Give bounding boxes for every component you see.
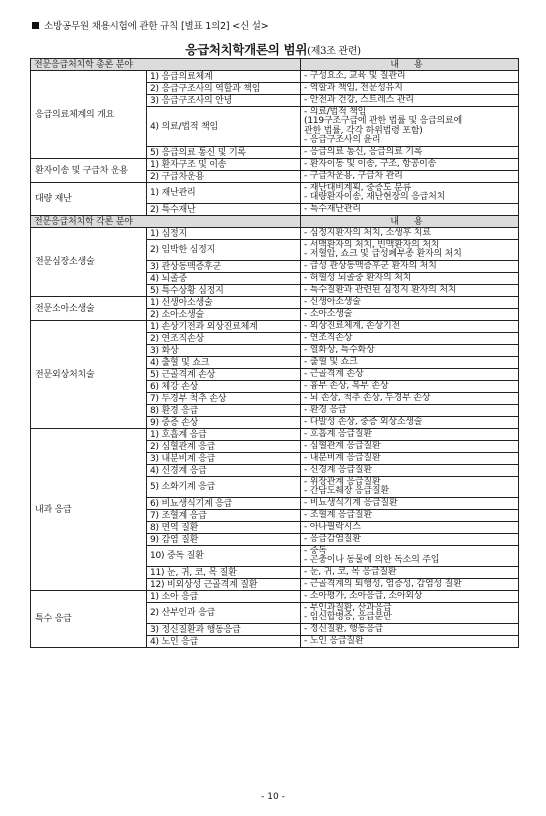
- content-cell: [301, 273, 519, 285]
- topic-cell: 6) 비뇨생식기계 응급: [147, 498, 301, 510]
- content-line: - 위장관계 응급질환: [304, 476, 381, 487]
- content-cell: [301, 297, 519, 309]
- table-row: [31, 228, 519, 240]
- table-row: [31, 297, 519, 309]
- content-heading: 내 용: [301, 216, 519, 228]
- content-line: - 구급차운용, 구급차 관리: [304, 170, 403, 181]
- page-title: [0, 40, 546, 58]
- topic-cell: 1) 손상기전과 외상진료체계: [147, 321, 301, 333]
- content-line: - 소아평가, 소아응급, 소아외상: [304, 590, 423, 601]
- category-cell: 대량 재난: [31, 183, 147, 216]
- content-line: - 뇌 손상, 척추 손상, 두경부 손상: [304, 392, 431, 403]
- topic-cell: 5) 소화기계 응급: [147, 477, 301, 498]
- content-cell: [301, 321, 519, 333]
- content-line: - 소아소생술: [304, 308, 353, 319]
- content-line: - 근골격계 손상: [304, 368, 364, 379]
- content-cell: [301, 522, 519, 534]
- content-cell: [301, 498, 519, 510]
- content-line: - 대량환자이송, 재난현장의 응급처치: [304, 192, 446, 202]
- page-number: - 10 -: [261, 792, 285, 802]
- category-cell: 내과 응급: [31, 429, 147, 591]
- content-cell: [301, 228, 519, 240]
- topic-cell: 1) 응급의료체계: [147, 71, 301, 83]
- content-line: - 환자이동 및 이송, 구조, 항공이송: [304, 158, 437, 169]
- content-line: - 임신합병증, 응급분만: [304, 612, 392, 622]
- content-cell: [301, 591, 519, 603]
- topic-cell: 2) 소아소생술: [147, 309, 301, 321]
- content-cell: [301, 171, 519, 183]
- topic-cell: 2) 심혈관계 응급: [147, 441, 301, 453]
- content-line: - 안전과 건강, 스트레스 관리: [304, 94, 414, 105]
- content-cell: [301, 345, 519, 357]
- content-line: - 연조직손상: [304, 332, 353, 343]
- topic-cell: 2) 산부인과 응급: [147, 603, 301, 624]
- category-cell: 특수 응급: [31, 591, 147, 648]
- content-line: - 정신질환, 행동응급: [304, 623, 383, 634]
- content-line: - 심혈관계 응급질환: [304, 440, 381, 451]
- content-line: - 부인과질환, 산과응급: [304, 602, 392, 613]
- title-sub: (제3조 관련): [307, 46, 361, 57]
- header-text: 소방공무원 채용시험에 관한 규칙 [별표 1의2] <신 설>: [44, 21, 269, 32]
- content-cell: [301, 71, 519, 83]
- content-line: - 호흡계 응급질환: [304, 428, 372, 439]
- content-cell: [301, 567, 519, 579]
- content-line: - 출혈 및 쇼크: [304, 356, 358, 367]
- content-cell: [301, 83, 519, 95]
- section-header-row: [31, 59, 519, 71]
- content-line: - 응급구조사의 윤리: [304, 135, 381, 145]
- content-line: - 특수재난관리: [304, 203, 361, 214]
- topic-cell: 8) 환경 응급: [147, 405, 301, 417]
- content-line: - 신경계 응급질환: [304, 464, 372, 475]
- page-header: [32, 18, 269, 32]
- topic-cell: 7) 조혈계 응급: [147, 510, 301, 522]
- section-header-row: [31, 216, 519, 228]
- content-line: - 저혈압, 쇼크 및 급성폐부종 환자의 처치: [304, 249, 462, 259]
- topic-cell: 12) 비외상성 근골격계 질환: [147, 579, 301, 591]
- section-heading: 전문응급처치학 각론 분야: [31, 216, 301, 228]
- category-cell: 전문외상처치술: [31, 321, 147, 429]
- topic-cell: 1) 환자구조 및 이송: [147, 159, 301, 171]
- topic-cell: 3) 화상: [147, 345, 301, 357]
- content-cell: [301, 357, 519, 369]
- scope-table: [30, 58, 519, 648]
- content-line: 관한 법률, 각각 하위법령 포함): [304, 125, 423, 136]
- content-line: - 근골격계의 퇴행성, 염증성, 감염성 질환: [304, 578, 462, 589]
- category-cell: 환자이송 및 구급차 운용: [31, 159, 147, 183]
- content-cell: [301, 429, 519, 441]
- content-line: - 재난대비계획, 중증도 분류: [304, 182, 412, 193]
- topic-cell: 1) 재난관리: [147, 183, 301, 204]
- topic-cell: 5) 특수상황 심정지: [147, 285, 301, 297]
- topic-cell: 4) 의료/법적 책임: [147, 107, 301, 147]
- content-line: - 허혈성 뇌졸중 환자의 처치: [304, 272, 412, 283]
- content-cell: [301, 465, 519, 477]
- content-cell: [301, 285, 519, 297]
- title-main: 응급처치학개론의 범위: [185, 42, 308, 57]
- topic-cell: 5) 응급의료 통신 및 기록: [147, 147, 301, 159]
- content-cell: [301, 333, 519, 345]
- content-line: - 응급의료 통신, 응급의료 기록: [304, 146, 423, 157]
- content-cell: [301, 603, 519, 624]
- content-line: - 다발성 손상, 중증 외상소생술: [304, 416, 423, 427]
- topic-cell: 2) 구급차운용: [147, 171, 301, 183]
- content-line: - 구성요소, 교육 및 질관리: [304, 70, 406, 81]
- topic-cell: 3) 관상동맥증후군: [147, 261, 301, 273]
- content-line: (119구조구급에 관한 법률 및 응급의료에: [304, 116, 462, 126]
- content-line: - 아나필락시스: [304, 521, 361, 532]
- content-cell: [301, 381, 519, 393]
- content-cell: [301, 240, 519, 261]
- category-cell: 응급의료체계의 개요: [31, 71, 147, 159]
- topic-cell: 2) 특수재난: [147, 204, 301, 216]
- content-line: - 역할과 책임, 전문성유지: [304, 82, 403, 93]
- table-row: [31, 159, 519, 171]
- content-line: - 환경 응급: [304, 404, 347, 415]
- topic-cell: 2) 임박한 심정지: [147, 240, 301, 261]
- content-line: - 중독: [304, 545, 327, 556]
- content-cell: [301, 453, 519, 465]
- content-cell: [301, 441, 519, 453]
- content-line: - 흉부 손상, 복부 손상: [304, 380, 389, 391]
- topic-cell: 2) 응급구조사의 역할과 책임: [147, 83, 301, 95]
- content-line: - 심정지환자의 처치, 소생후 치료: [304, 227, 431, 238]
- content-line: - 비뇨생식기계 응급질환: [304, 497, 398, 508]
- content-line: - 내분비계 응급질환: [304, 452, 381, 463]
- content-cell: [301, 636, 519, 648]
- content-cell: [301, 393, 519, 405]
- content-cell: [301, 95, 519, 107]
- content-line: - 눈, 귀, 코, 목 응급질환: [304, 566, 397, 577]
- topic-cell: 1) 신생아소생술: [147, 297, 301, 309]
- content-cell: [301, 534, 519, 546]
- topic-cell: 11) 눈, 귀, 코, 목 질환: [147, 567, 301, 579]
- topic-cell: 4) 출혈 및 쇼크: [147, 357, 301, 369]
- category-cell: 전문소아소생술: [31, 297, 147, 321]
- content-line: - 급성 관상동맥증후군 환자의 처치: [304, 260, 437, 271]
- content-line: - 외상진료체계, 손상기전: [304, 320, 400, 331]
- content-cell: [301, 510, 519, 522]
- table-row: [31, 71, 519, 83]
- content-line: - 열화상, 특수화상: [304, 344, 375, 355]
- topic-cell: 2) 연조직손상: [147, 333, 301, 345]
- content-cell: [301, 369, 519, 381]
- content-cell: [301, 183, 519, 204]
- table-row: [31, 591, 519, 603]
- content-line: - 간담도췌장 응급질환: [304, 486, 389, 496]
- category-cell: 전문심장소생술: [31, 228, 147, 297]
- topic-cell: 6) 체강 손상: [147, 381, 301, 393]
- content-cell: [301, 159, 519, 171]
- topic-cell: 7) 두경부 척추 손상: [147, 393, 301, 405]
- content-cell: [301, 624, 519, 636]
- content-cell: [301, 147, 519, 159]
- topic-cell: 4) 신경계 응급: [147, 465, 301, 477]
- topic-cell: 3) 내분비계 응급: [147, 453, 301, 465]
- table-row: [31, 429, 519, 441]
- content-line: - 신생아소생술: [304, 296, 361, 307]
- topic-cell: 9) 감염 질환: [147, 534, 301, 546]
- topic-cell: 3) 응급구조사의 안녕: [147, 95, 301, 107]
- content-cell: [301, 405, 519, 417]
- content-cell: [301, 309, 519, 321]
- content-cell: [301, 579, 519, 591]
- content-line: - 응급감염질환: [304, 533, 361, 544]
- content-cell: [301, 261, 519, 273]
- content-cell: [301, 417, 519, 429]
- topic-cell: 3) 정신질환과 행동응급: [147, 624, 301, 636]
- topic-cell: 1) 호흡계 응급: [147, 429, 301, 441]
- table-row: [31, 183, 519, 204]
- topic-cell: 1) 소아 응급: [147, 591, 301, 603]
- square-bullet-icon: [32, 22, 39, 29]
- topic-cell: 1) 심정지: [147, 228, 301, 240]
- content-line: - 노인 응급질환: [304, 635, 364, 646]
- section-heading: 전문응급처치학 총론 분야: [31, 59, 301, 71]
- topic-cell: 10) 중독 질환: [147, 546, 301, 567]
- topic-cell: 5) 근골격계 손상: [147, 369, 301, 381]
- content-cell: [301, 107, 519, 147]
- topic-cell: 9) 중증 손상: [147, 417, 301, 429]
- content-line: - 곤충이나 동물에 의한 독소의 주입: [304, 555, 440, 565]
- content-cell: [301, 204, 519, 216]
- content-line: - 특수질환과 관련된 심정지 환자의 처치: [304, 284, 457, 295]
- content-line: - 의료/법적 책임: [304, 106, 367, 117]
- topic-cell: 4) 노인 응급: [147, 636, 301, 648]
- content-cell: [301, 477, 519, 498]
- content-heading: 내 용: [301, 59, 519, 71]
- content-cell: [301, 546, 519, 567]
- content-line: - 서맥환자의 처치, 빈맥환자의 처치: [304, 239, 440, 250]
- topic-cell: 4) 뇌졸중: [147, 273, 301, 285]
- topic-cell: 8) 면역 질환: [147, 522, 301, 534]
- table-row: [31, 321, 519, 333]
- content-line: - 조혈계 응급질환: [304, 509, 372, 520]
